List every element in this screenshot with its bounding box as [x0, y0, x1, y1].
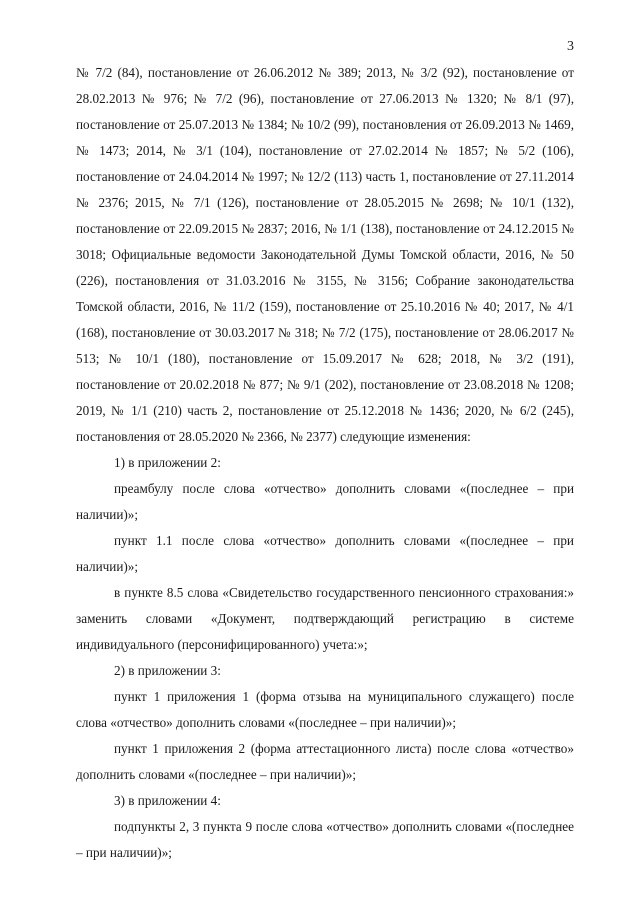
paragraph-appendix-3-form-1-change: пункт 1 приложения 1 (форма отзыва на муниципального служащего) после слова «отчество» дополнить словами «(последнее – при наличии)»;	[76, 689, 574, 730]
paragraph-appendix-2-heading: 1) в приложении 2:	[114, 455, 221, 470]
paragraph-item-1-1-change: пункт 1.1 после слова «отчество» дополнить словами «(последнее – при наличии)»;	[76, 533, 574, 574]
paragraph-appendix-3-form-2-change: пункт 1 приложения 2 (форма аттестационного листа) после слова «отчество» дополнить словами «(последнее – при наличии)»;	[76, 741, 574, 782]
paragraph-appendix-4-subitems-change: подпункты 2, 3 пункта 9 после слова «отчество» дополнить словами «(последнее – при наличии)»;	[76, 819, 574, 860]
paragraph-continuation: № 7/2 (84), постановление от 26.06.2012 № 389; 2013, № 3/2 (92), постановление от 28.02.2013 № 976; № 7/2 (96), постановление от 27.06.2013 № 1320; № 8/1 (97), постановление от 25.07.2013 № 1384; № 10/2 (99), постановления от 26.09.2013 № 1469, № 1473; 2014, № 3/1 (104), постановление от 27.02.2014 № 1857; № 5/2 (106), постановление от 24.04.2014 № 1997; № 12/2 (113) часть 1, постановление от 27.11.2014 № 2376; 2015, № 7/1 (126), постановление от 28.05.2015 № 2698; № 10/1 (132), постановление от 22.09.2015 № 2837; 2016, № 1/1 (138), постановление от 24.12.2015 № 3018; Официальные ведомости Законодательной Думы Томской области, 2016, № 50 (226), постановления от 31.03.2016 № 3155, № 3156; Собрание законодательства Томской области, 2016, № 11/2 (159), постановление от 25.10.2016 № 40; 2017, № 4/1 (168), постановление от 30.03.2017 № 318; № 7/2 (175), постановление от 28.06.2017 № 513; № 10/1 (180), постановление от 15.09.2017 № 628; 2018, № 3/2 (191), постановление от 20.02.2018 № 877; № 9/1 (202), постановление от 23.08.2018 № 1208; 2019, № 1/1 (210) часть 2, постановление от 25.12.2018 № 1436; 2020, № 6/2 (245), постановления от 28.05.2020 № 2366, № 2377) следующие изменения:	[76, 65, 574, 444]
page-number: 3	[567, 39, 574, 54]
paragraph-appendix-3-heading: 2) в приложении 3:	[114, 663, 221, 678]
document-body	[76, 60, 574, 866]
paragraph-item-8-5-change: в пункте 8.5 слова «Свидетельство государственного пенсионного страхования:» заменить словами «Документ, подтверждающий регистрацию в системе индивидуального (персонифицированного) учета:»;	[76, 585, 574, 652]
paragraph-preamble-change: преамбулу после слова «отчество» дополнить словами «(последнее – при наличии)»;	[76, 481, 574, 522]
paragraph-appendix-4-heading: 3) в приложении 4:	[114, 793, 221, 808]
